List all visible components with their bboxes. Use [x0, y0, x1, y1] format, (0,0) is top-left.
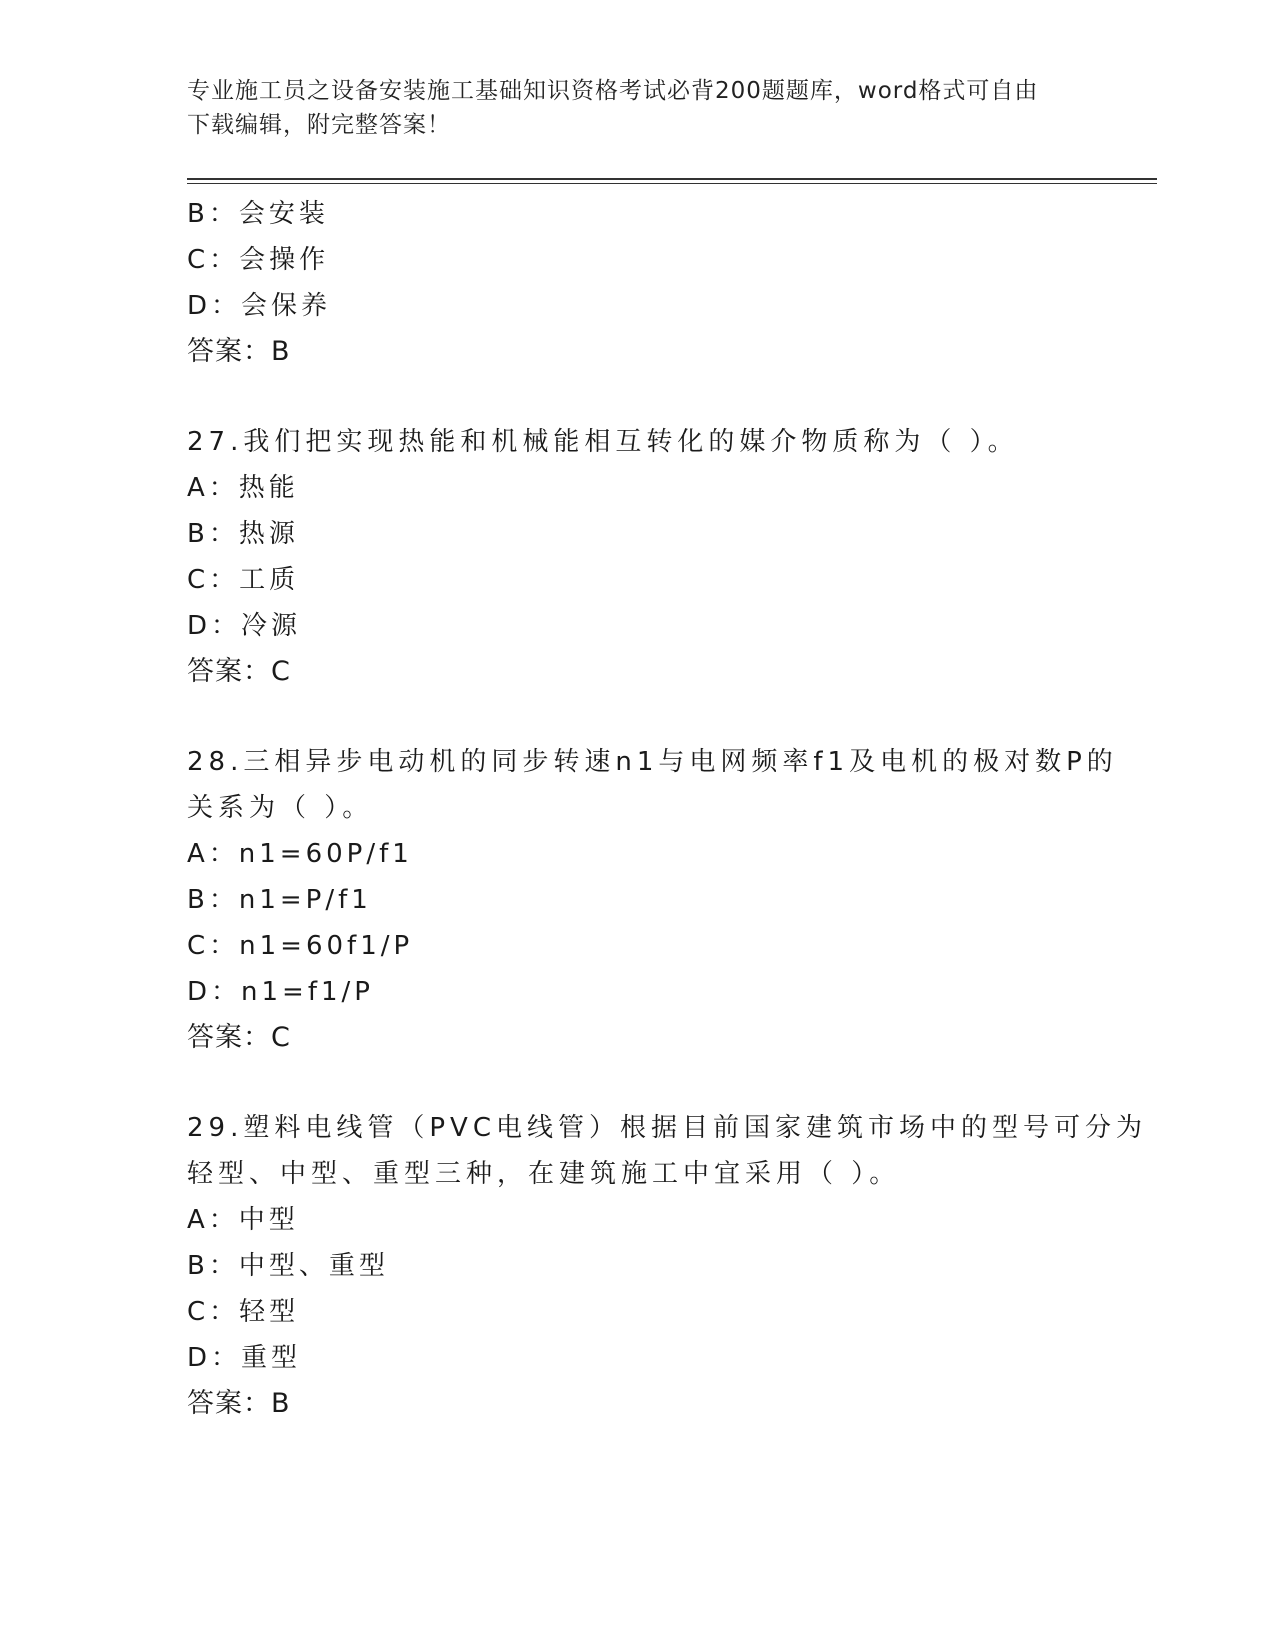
option-a: A：中型 [187, 1205, 299, 1235]
spacer [187, 375, 1087, 419]
option-c: C：工质 [187, 565, 300, 595]
option-d: D：冷源 [187, 611, 302, 641]
header-divider-thick [187, 178, 1157, 180]
spacer [187, 695, 1087, 739]
spacer [187, 1061, 1087, 1105]
option-c: C：会操作 [187, 245, 330, 275]
answer: 答案：C [187, 1022, 291, 1053]
option-b: B：会安装 [187, 199, 329, 229]
header-line-1: 专业施工员之设备安装施工基础知识资格考试必背200题题库，word格式可自由 [187, 78, 1039, 104]
question-text-line-1: 28.三相异步电动机的同步转速n1与电网频率f1及电机的极对数P的 [187, 747, 1118, 777]
question-26-continued [187, 191, 1087, 375]
option-c: C：n1=60f1/P [187, 931, 414, 961]
answer: 答案：C [187, 656, 291, 687]
answer: 答案：B [187, 336, 291, 367]
question-text-line-2: 轻型、中型、重型三种，在建筑施工中宜采用（ ）。 [187, 1159, 901, 1189]
question-29 [187, 1105, 1147, 1427]
option-c: C：轻型 [187, 1297, 300, 1327]
header-divider-thin [187, 183, 1157, 184]
question-text-line-2: 关系为（ ）。 [187, 793, 374, 823]
option-b: B：中型、重型 [187, 1251, 389, 1281]
question-27 [187, 419, 1087, 695]
document-body [187, 191, 1147, 1427]
question-text-line-1: 29.塑料电线管（PVC电线管）根据目前国家建筑市场中的型号可分为 [187, 1113, 1147, 1143]
option-a: A：n1=60P/f1 [187, 839, 413, 869]
option-d: D：n1=f1/P [187, 977, 374, 1007]
header-line-2: 下载编辑，附完整答案！ [187, 112, 451, 138]
option-a: A：热能 [187, 473, 299, 503]
answer: 答案：B [187, 1388, 291, 1419]
option-d: D：重型 [187, 1343, 302, 1373]
question-text: 27.我们把实现热能和机械能相互转化的媒介物质称为（ ）。 [187, 427, 1019, 457]
question-28 [187, 739, 1118, 1061]
option-b: B：n1=P/f1 [187, 885, 372, 915]
option-b: B：热源 [187, 519, 299, 549]
document-header [187, 74, 1067, 142]
option-d: D：会保养 [187, 291, 332, 321]
